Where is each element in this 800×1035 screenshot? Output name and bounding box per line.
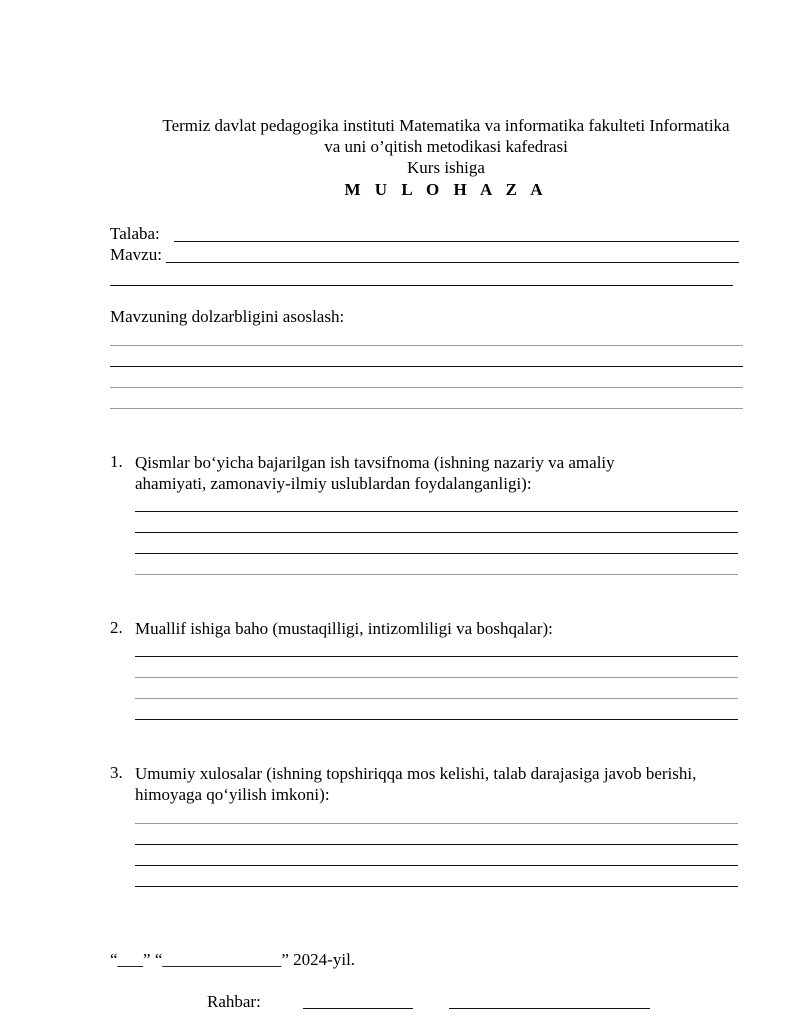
item-text-line-2: himoyaga qo‘yilish imkoni): — [135, 785, 330, 804]
item-number: 3. — [110, 763, 123, 782]
item2-line-2 — [135, 677, 738, 678]
item-text-line-2: ahamiyati, zamonaviy-ilmiy uslublardan foydalanganligi): — [135, 474, 532, 493]
dolzarblik-line-2 — [110, 366, 743, 367]
item1-line-1 — [135, 511, 738, 512]
mavzu-fill-line — [166, 262, 739, 263]
item3-line-4 — [135, 886, 738, 887]
item3-line-2 — [135, 844, 738, 845]
dolzarblik-line-3 — [110, 387, 743, 388]
item-number: 2. — [110, 618, 123, 637]
dolzarblik-line-4 — [110, 408, 743, 409]
talaba-label: Talaba: — [110, 224, 160, 243]
rahbar-label: Rahbar: — [207, 992, 261, 1011]
item-text-line-1: Qismlar bo‘yicha bajarilgan ish tavsifnoma (ishning nazariy va amaliy — [135, 453, 615, 472]
item3-line-1 — [135, 823, 738, 824]
item1-line-4 — [135, 574, 738, 575]
header-line-3: Kurs ishiga — [407, 158, 485, 177]
talaba-fill-line — [174, 241, 739, 242]
item3-line-3 — [135, 865, 738, 866]
mavzu-fill-line-2 — [110, 285, 733, 286]
item2-line-3 — [135, 698, 738, 699]
item-text-line-1: Muallif ishiga baho (mustaqilligi, intizomliligi va boshqalar): — [135, 619, 553, 638]
document-title: M U L O H A Z A — [344, 180, 548, 199]
header-line-2: va uni o’qitish metodikasi kafedrasi — [324, 137, 568, 156]
item2-line-1 — [135, 656, 738, 657]
mavzu-label: Mavzu: — [110, 245, 162, 264]
item-text-line-1: Umumiy xulosalar (ishning topshiriqqa mos kelishi, talab darajasiga javob berishi, — [135, 764, 697, 783]
item1-line-3 — [135, 553, 738, 554]
item1-line-2 — [135, 532, 738, 533]
signature-line — [303, 1008, 413, 1009]
item-number: 1. — [110, 452, 123, 471]
item2-line-4 — [135, 719, 738, 720]
header-line-1: Termiz davlat pedagogika instituti Matematika va informatika fakulteti Informatika — [162, 116, 730, 135]
dolzarblik-line-1 — [110, 345, 743, 346]
date-line: “___” “______________” 2024-yil. — [110, 950, 356, 969]
dolzarblik-label: Mavzuning dolzarbligini asoslash: — [110, 307, 345, 326]
name-line — [449, 1008, 650, 1009]
